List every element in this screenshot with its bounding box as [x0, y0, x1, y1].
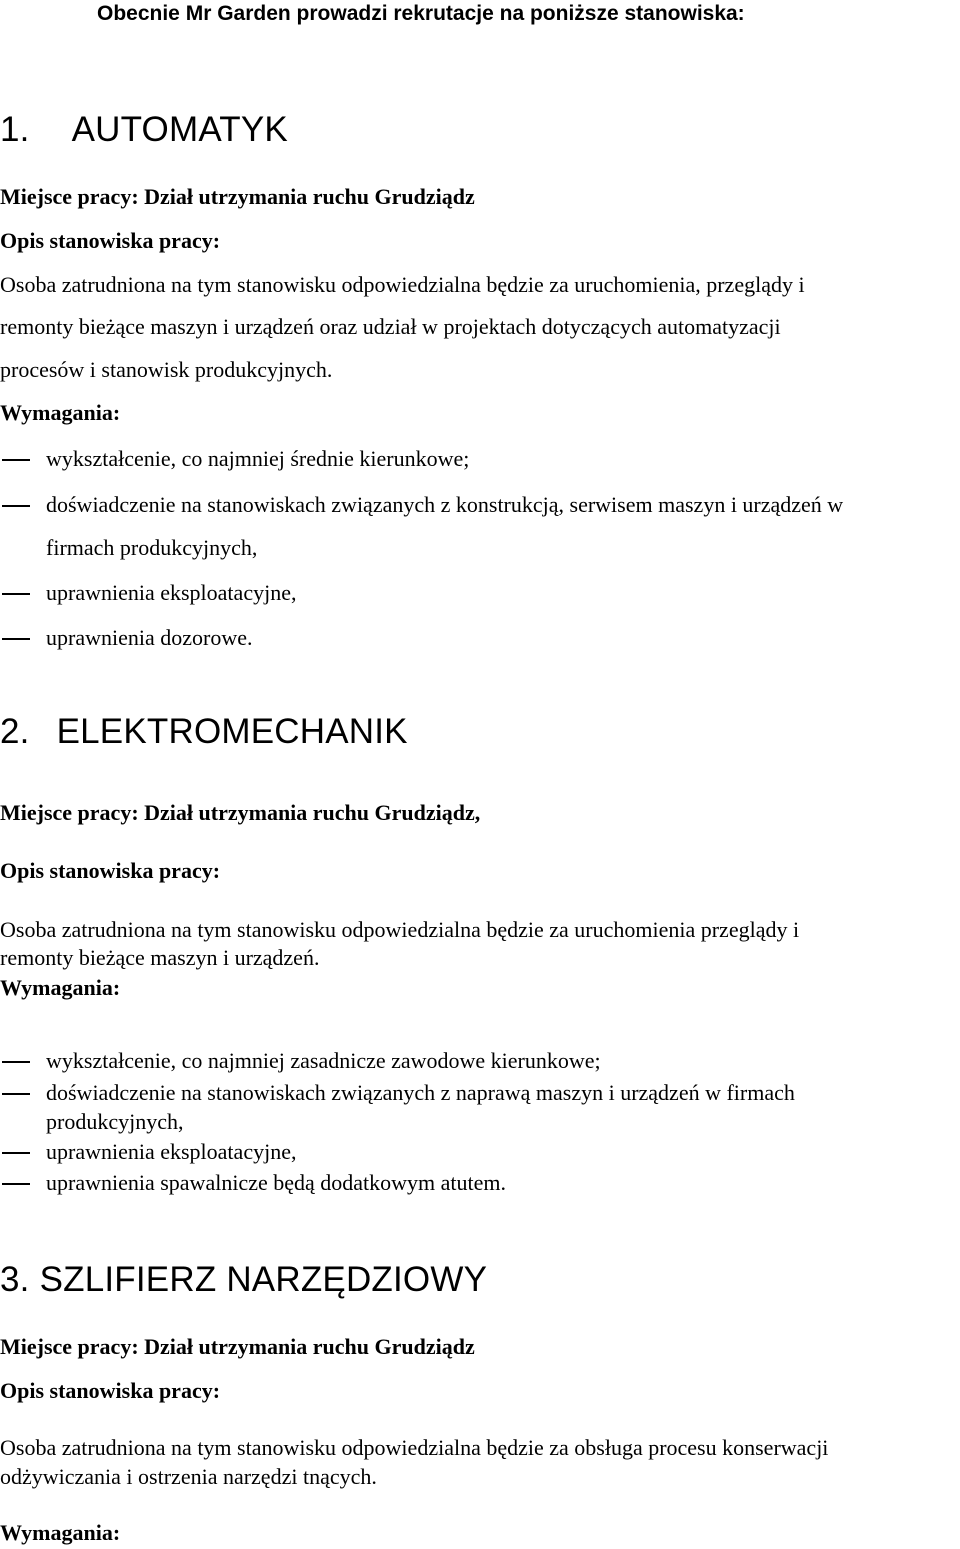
section-1-description-line: remonty bieżące maszyn i urządzeń oraz udział w projektach dotyczących automatyzacji [0, 314, 781, 339]
dash-bullet-icon [2, 459, 30, 461]
section-2-title: ELEKTROMECHANIK [56, 712, 408, 751]
section-3-description-line: odżywiczania i ostrzenia narzędzi tnących. [0, 1464, 377, 1489]
section-3-location: Miejsce pracy: Dział utrzymania ruchu Grudziądz [0, 1334, 475, 1359]
section-1-number: 1. [0, 110, 30, 149]
section-2-number: 2. [0, 712, 30, 751]
section-2-requirements-label: Wymagania: [0, 975, 121, 1000]
section-3-description-line: Osoba zatrudniona na tym stanowisku odpowiedzialna będzie za obsługa procesu konserwacji [0, 1435, 829, 1460]
dash-bullet-icon [2, 1152, 30, 1154]
section-2-description-label: Opis stanowiska pracy: [0, 858, 221, 883]
section-1-description-label: Opis stanowiska pracy: [0, 228, 221, 253]
section-3-number: 3. [0, 1260, 30, 1299]
section-2-location: Miejsce pracy: Dział utrzymania ruchu Grudziądz, [0, 800, 481, 825]
section-3-heading [0, 1260, 487, 1300]
dash-bullet-icon [2, 1183, 30, 1185]
dash-bullet-icon [2, 638, 30, 640]
section-1-description-line: procesów i stanowisk produkcyjnych. [0, 357, 333, 382]
section-2-description-line: Osoba zatrudniona na tym stanowisku odpowiedzialna będzie za uruchomienia przeglądy i [0, 917, 800, 942]
section-1-location: Miejsce pracy: Dział utrzymania ruchu Grudziądz [0, 184, 475, 209]
section-1-heading [0, 110, 288, 150]
section-1-requirements-label: Wymagania: [0, 400, 121, 425]
dash-bullet-icon [2, 1061, 30, 1063]
section-3-requirements-label: Wymagania: [0, 1520, 121, 1545]
section-3-title: SZLIFIERZ NARZĘDZIOWY [39, 1260, 488, 1299]
section-1-title: AUTOMATYK [71, 110, 288, 149]
section-3-description-label: Opis stanowiska pracy: [0, 1378, 221, 1403]
section-2-heading [0, 712, 408, 752]
dash-bullet-icon [2, 505, 30, 507]
dash-bullet-icon [2, 593, 30, 595]
page-intro-heading: Obecnie Mr Garden prowadzi rekrutacje na poniższe stanowiska: [97, 2, 745, 25]
section-1-description-line: Osoba zatrudniona na tym stanowisku odpowiedzialna będzie za uruchomienia, przeglądy i [0, 272, 805, 297]
section-2-description-line: remonty bieżące maszyn i urządzeń. [0, 945, 320, 970]
dash-bullet-icon [2, 1093, 30, 1095]
